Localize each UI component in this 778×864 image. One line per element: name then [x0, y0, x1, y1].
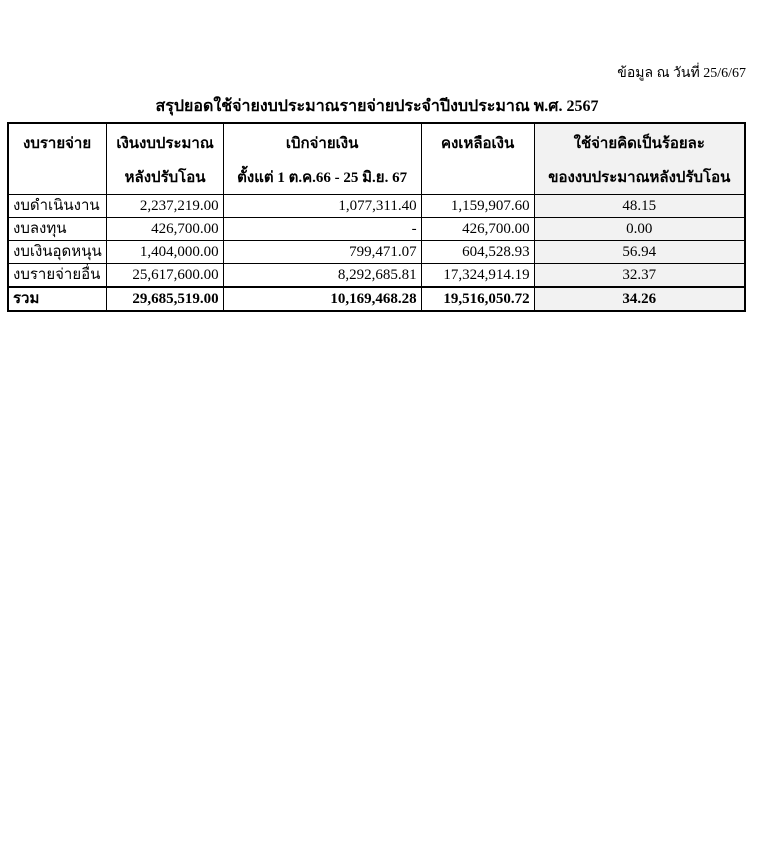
column-header-percent-sub: ของงบประมาณหลังปรับโอน [534, 160, 745, 195]
table-header [8, 123, 745, 195]
total-row [8, 287, 745, 311]
column-header-percent: ใช้จ่ายคิดเป็นร้อยละ [534, 123, 745, 160]
column-header-budget-type: งบรายจ่าย [8, 123, 107, 160]
disbursed-cell: - [223, 218, 421, 241]
budget-type-cell: งบดำเนินงาน [8, 195, 107, 218]
column-header-budget-amount: เงินงบประมาณ [107, 123, 223, 160]
percent-cell: 56.94 [534, 241, 745, 264]
remaining-cell: 17,324,914.19 [421, 264, 534, 288]
budget-amount-cell: 426,700.00 [107, 218, 223, 241]
column-header-remaining: คงเหลือเงิน [421, 123, 534, 160]
table-row [8, 264, 745, 288]
column-header-disbursed-period: ตั้งแต่ 1 ต.ค.66 - 25 มิ.ย. 67 [223, 160, 421, 195]
budget-amount-cell: 2,237,219.00 [107, 195, 223, 218]
budget-type-cell: งบรายจ่ายอื่น [8, 264, 107, 288]
table-row [8, 195, 745, 218]
remaining-cell: 426,700.00 [421, 218, 534, 241]
total-disbursed-cell: 10,169,468.28 [223, 287, 421, 311]
column-header-budget-amount-sub: หลังปรับโอน [107, 160, 223, 195]
budget-type-cell: งบลงทุน [8, 218, 107, 241]
budget-summary-table [7, 122, 746, 312]
table-row [8, 218, 745, 241]
percent-cell: 48.15 [534, 195, 745, 218]
disbursed-cell: 8,292,685.81 [223, 264, 421, 288]
remaining-cell: 604,528.93 [421, 241, 534, 264]
column-header-budget-type-blank [8, 160, 107, 195]
report-title: สรุปยอดใช้จ่ายงบประมาณรายจ่ายประจำปีงบประมาณ พ.ศ. 2567 [155, 98, 599, 115]
column-header-remaining-blank [421, 160, 534, 195]
budget-amount-cell: 1,404,000.00 [107, 241, 223, 264]
total-remaining-cell: 19,516,050.72 [421, 287, 534, 311]
remaining-cell: 1,159,907.60 [421, 195, 534, 218]
disbursed-cell: 1,077,311.40 [223, 195, 421, 218]
column-header-disbursed: เบิกจ่ายเงิน [223, 123, 421, 160]
disbursed-cell: 799,471.07 [223, 241, 421, 264]
data-date-label: ข้อมูล ณ วันที่ 25/6/67 [617, 66, 746, 81]
budget-type-cell: งบเงินอุดหนุน [8, 241, 107, 264]
total-percent-cell: 34.26 [534, 287, 745, 311]
total-label-cell: รวม [8, 287, 107, 311]
budget-amount-cell: 25,617,600.00 [107, 264, 223, 288]
table-row [8, 241, 745, 264]
percent-cell: 32.37 [534, 264, 745, 288]
total-budget-cell: 29,685,519.00 [107, 287, 223, 311]
percent-cell: 0.00 [534, 218, 745, 241]
